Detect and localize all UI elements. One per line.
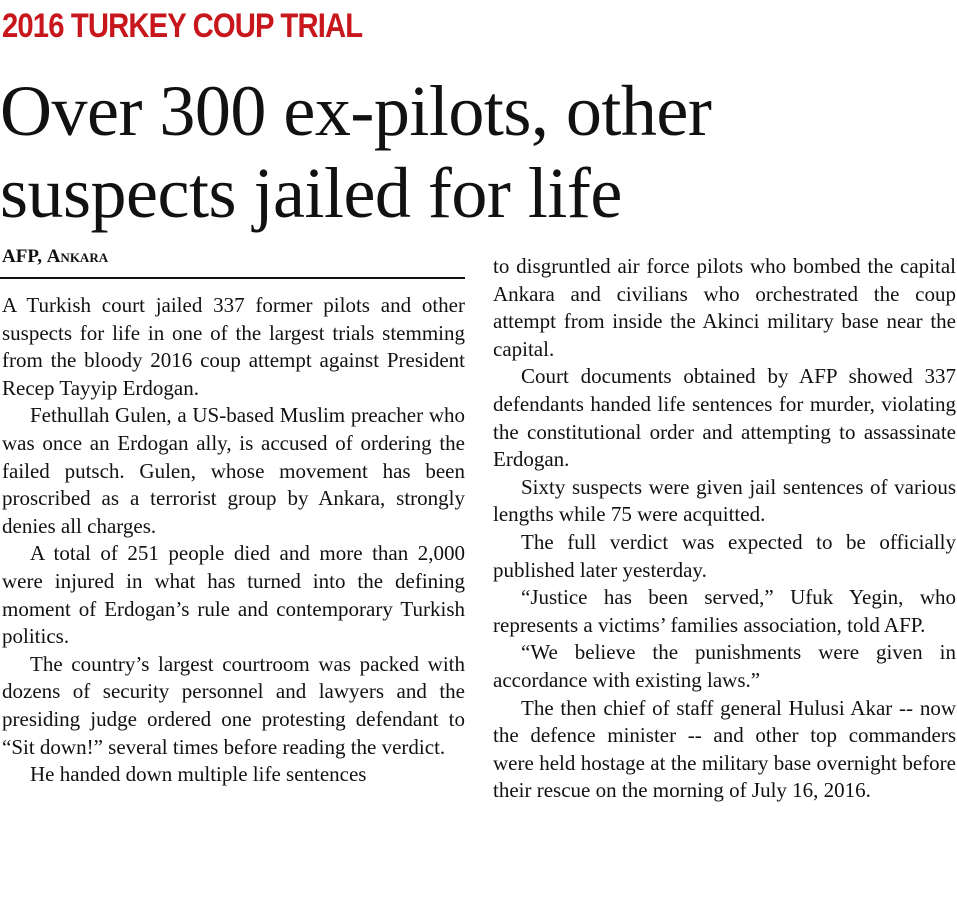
- byline: [2, 244, 108, 270]
- paragraph: to disgruntled air force pilots who bombed the capital Ankara and civilians who orchestrated the coup attempt from inside the Akinci military base near the capital.: [493, 254, 956, 361]
- paragraph: Fethullah Gulen, a US-based Muslim preacher who was once an Erdogan ally, is accused of ordering the failed putsch. Gulen, whose movement has been proscribed as a terrorist group by Ankara, strongly denies all charges.: [2, 403, 465, 538]
- byline-divider: [0, 277, 465, 279]
- byline-location: Ankara: [46, 246, 109, 267]
- section-kicker: 2016 TURKEY COUP TRIAL: [2, 7, 363, 45]
- paragraph: “We believe the punishments were given in accordance with existing laws.”: [493, 640, 956, 692]
- paragraph: Court documents obtained by AFP showed 337 defendants handed life sentences for murder, violating the constitutional order and attempting to assassinate Erdogan.: [493, 364, 956, 472]
- paragraph: Sixty suspects were given jail sentences of various lengths while 75 were acquitted.: [493, 474, 956, 527]
- paragraph: He handed down multiple life sentences: [30, 762, 367, 787]
- headline-line-1: Over 300 ex-pilots, other: [0, 71, 712, 151]
- headline-line-2: suspects jailed for life: [0, 153, 622, 233]
- paragraph: The then chief of staff general Hulusi Akar -- now the defence minister -- and other top commanders were held hostage at the military base overnight before their rescue on the morning of July 16, 2016.: [493, 695, 956, 803]
- paragraph: A total of 251 people died and more than 2,000 were injured in what has turned into the defining moment of Erdogan’s rule and contemporary Turkish politics.: [2, 541, 465, 649]
- article-column-right: [493, 253, 956, 805]
- paragraph: The country’s largest courtroom was packed with dozens of security personnel and lawyers and the presiding judge ordered one protesting defendant to “Sit down!” several times before reading the verdict.: [2, 651, 465, 759]
- paragraph: A Turkish court jailed 337 former pilots and other suspects for life in one of the largest trials stemming from the bloody 2016 coup attempt against President Recep Tayyip Erdogan.: [2, 293, 465, 400]
- article-column-left: [2, 292, 465, 789]
- byline-agency: AFP,: [2, 246, 42, 267]
- paragraph: “Justice has been served,” Ufuk Yegin, who represents a victims’ families association, told AFP.: [493, 585, 956, 637]
- headline: [0, 70, 957, 234]
- paragraph: The full verdict was expected to be officially published later yesterday.: [493, 529, 956, 582]
